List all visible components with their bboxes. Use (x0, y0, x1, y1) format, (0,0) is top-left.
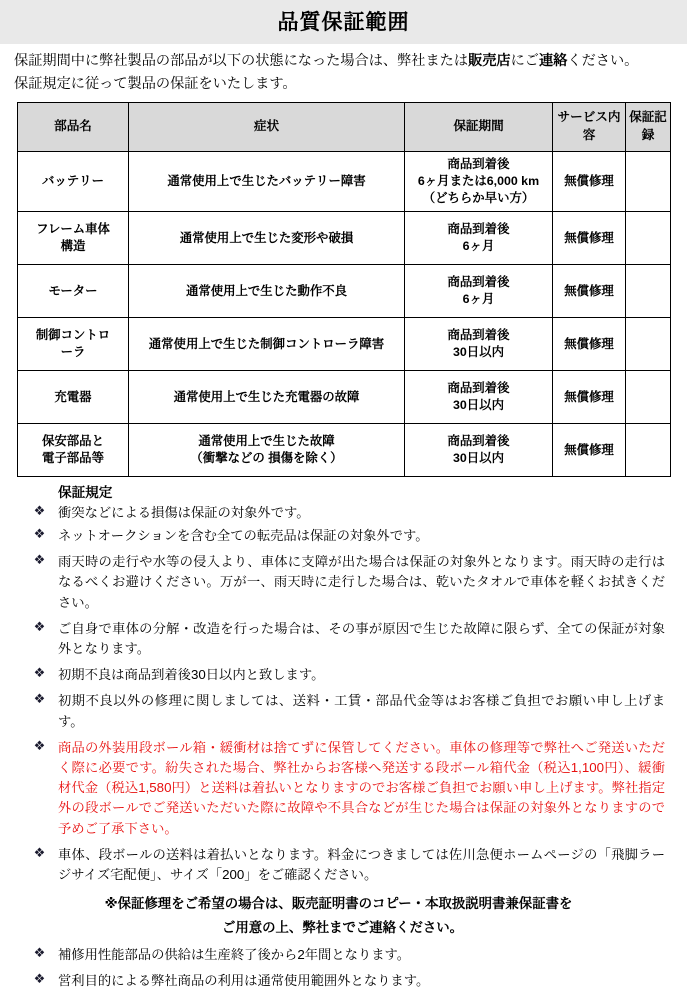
period-line-1: 商品到着後 (447, 275, 510, 290)
diamond-bullet-icon: ❖ (33, 691, 46, 707)
warranty-table (17, 102, 671, 477)
list-item-text: ネットオークションを含む全ての転売品は保証の対象外です。 (58, 528, 429, 544)
cell-symptom: 通常使用上で生じたバッテリー障害 (129, 151, 405, 211)
intro-line-1-part-b: にご (510, 53, 539, 69)
cell-warranty-period (405, 371, 553, 424)
cell-service-content: 無償修理 (553, 212, 626, 265)
intro-line-1-bold-contact: 連絡 (538, 53, 568, 69)
cell-symptom (129, 424, 405, 477)
col-header-warranty-record: 保証記録 (626, 102, 671, 151)
list-item-text: 衝突などによる損傷は保証の対象外です。 (58, 504, 310, 520)
list-item-text: 初期不良以外の修理に関しましては、送料・工賃・部品代金等はお客様ご負担でお願い申し上げます。 (58, 693, 665, 729)
cell-warranty-record (626, 265, 671, 318)
list-item-text: 商品の外装用段ボール箱・緩衝材は捨てずに保管してください。車体の修理等で弊社へご発送いただく際に必要です。紛失された場合、弊社からお客様へ発送する段ボール箱代金（税込1,100円）、緩衝材代金（税込1,580円）と送料は着払いとなりますのでお客様ご負担でお願い申し上げます。弊社指定外の段ボールでご発送いただいた際に故障や不具合などが生じた場合は保証の対象外となりますので予めご了承下さい。 (58, 739, 665, 836)
intro-line-1-part-a: 保証期間中に弊社製品の部品が以下の状態になった場合は、弊社または (14, 53, 469, 69)
table-header-row (18, 102, 671, 151)
cell-service-content: 無償修理 (553, 371, 626, 424)
provisions-heading: 保証規定 (58, 485, 113, 501)
period-line-1: 商品到着後 (447, 381, 510, 396)
cell-warranty-period (405, 212, 553, 265)
diamond-bullet-icon: ❖ (33, 844, 46, 860)
cell-warranty-period (405, 151, 553, 211)
list-item-text: 車体、段ボールの送料は着払いとなります。料金につきましては佐川急便ホームページの「飛脚ラージサイズ宅配便」、サイズ「200」をご確認ください。 (58, 846, 665, 883)
table-row (18, 424, 671, 477)
cell-warranty-record (626, 424, 671, 477)
period-line-2: 30日以内 (453, 398, 504, 413)
period-line-2: 30日以内 (453, 451, 504, 466)
cell-part-name: 充電器 (18, 371, 129, 424)
cell-warranty-record (626, 151, 671, 211)
diamond-bullet-icon: ❖ (33, 526, 46, 542)
list-item (0, 552, 677, 613)
part-line-2: 電子部品等 (42, 451, 104, 466)
list-item-text: 初期不良は商品到着後30日以内と致します。 (58, 667, 325, 683)
intro-line-2: 保証規定に従って製品の保証をいたします。 (14, 76, 297, 93)
list-item (0, 945, 677, 965)
cell-symptom: 通常使用上で生じた動作不良 (129, 265, 405, 318)
table-row (18, 212, 671, 265)
period-line-1: 商品到着後 (447, 156, 510, 171)
list-item-text: 営利目的による弊社商品の利用は通常使用範囲外となります。 (58, 973, 430, 989)
cell-symptom: 通常使用上で生じた充電器の故障 (129, 371, 405, 424)
cell-part-name: モーター (18, 265, 129, 318)
intro-line-1-bold-dealer: 販売店 (468, 53, 511, 69)
cell-service-content: 無償修理 (553, 151, 626, 211)
period-line-1: 商品到着後 (447, 328, 510, 343)
part-line-1: 保安部品と (42, 434, 104, 449)
cell-warranty-period (405, 265, 553, 318)
part-line-2: 構造 (60, 239, 86, 254)
list-item (0, 971, 677, 991)
list-item (0, 845, 677, 885)
symptom-line-2: （衝撃などの 損傷を除く） (190, 451, 343, 466)
period-line-2: 6ヶ月または6,000 km (417, 173, 540, 188)
intro-line-1 (14, 50, 675, 73)
diamond-bullet-icon: ❖ (33, 945, 46, 961)
warranty-table-head (18, 102, 671, 151)
warranty-table-body (18, 151, 671, 476)
diamond-bullet-icon: ❖ (33, 552, 46, 568)
provisions-list (0, 503, 677, 885)
cell-service-content: 無償修理 (553, 318, 626, 371)
col-header-part-name: 部品名 (18, 102, 129, 151)
table-row (18, 265, 671, 318)
list-item-text: 補修用性能部品の供給は生産終了後から2年間となります。 (58, 947, 411, 963)
repair-request-notice (0, 892, 677, 939)
cell-warranty-record (626, 212, 671, 265)
cell-warranty-record (626, 318, 671, 371)
table-row (18, 151, 671, 211)
list-item (0, 619, 677, 659)
intro-line-1-part-c: ください。 (567, 53, 639, 69)
diamond-bullet-icon: ❖ (33, 618, 46, 634)
list-item-warning (0, 738, 677, 839)
diamond-bullet-icon: ❖ (33, 737, 46, 753)
cell-service-content: 無償修理 (553, 265, 626, 318)
intro-paragraph (0, 44, 687, 99)
symptom-line-1: 通常使用上で生じた故障 (198, 434, 335, 449)
cell-part-name (18, 212, 129, 265)
cell-part-name (18, 318, 129, 371)
cell-part-name (18, 424, 129, 477)
cell-warranty-period (405, 424, 553, 477)
period-line-1: 商品到着後 (447, 434, 510, 449)
diamond-bullet-icon: ❖ (33, 502, 46, 518)
document-title-bar (0, 0, 687, 44)
list-item (0, 691, 677, 731)
list-item-text: ご自身で車体の分解・改造を行った場合は、その事が原因で生じた故障に限らず、全ての保証が対象外となります。 (58, 620, 665, 657)
cell-warranty-record (626, 371, 671, 424)
part-line-1: 制御コントロ (35, 328, 111, 343)
list-item (0, 503, 677, 523)
cell-warranty-period (405, 318, 553, 371)
col-header-warranty-period: 保証期間 (405, 102, 553, 151)
list-item (0, 526, 677, 546)
cell-symptom: 通常使用上で生じた制御コントローラ障害 (129, 318, 405, 371)
diamond-bullet-icon: ❖ (33, 971, 46, 987)
period-line-1: 商品到着後 (447, 222, 510, 237)
list-item-text: 雨天時の走行や水等の侵入より、車体に支障が出た場合は保証の対象外となります。雨天時の走行はなるべくお避けください。万が一、雨天時に走行した場合は、乾いたタオルで車体を軽くお拭きください。 (58, 554, 665, 610)
diamond-bullet-icon: ❖ (33, 665, 46, 681)
warranty-table-wrapper (17, 102, 670, 477)
table-row (18, 371, 671, 424)
list-item (0, 665, 677, 685)
period-line-3: （どちらか早い方） (422, 191, 535, 206)
part-line-1: フレーム車体 (36, 222, 110, 237)
notice-line-1: ※保証修理をご希望の場合は、販売証明書のコピー・本取扱説明書兼保証書を (104, 896, 573, 912)
warranty-provisions-section (0, 484, 687, 991)
notice-line-2: ご用意の上、弊社までご連絡ください。 (221, 919, 464, 935)
col-header-symptom: 症状 (129, 102, 405, 151)
col-header-service-content: サービス内容 (553, 102, 626, 151)
period-line-2: 6ヶ月 (462, 292, 495, 307)
period-line-2: 6ヶ月 (462, 239, 495, 254)
period-line-2: 30日以内 (453, 345, 504, 360)
page-title: 品質保証範囲 (277, 10, 410, 34)
cell-symptom: 通常使用上で生じた変形や破損 (129, 212, 405, 265)
cell-service-content: 無償修理 (553, 424, 626, 477)
table-row (18, 318, 671, 371)
provisions-list-trailing (0, 945, 677, 991)
cell-part-name: バッテリー (18, 151, 129, 211)
part-line-2: ーラ (60, 345, 86, 360)
